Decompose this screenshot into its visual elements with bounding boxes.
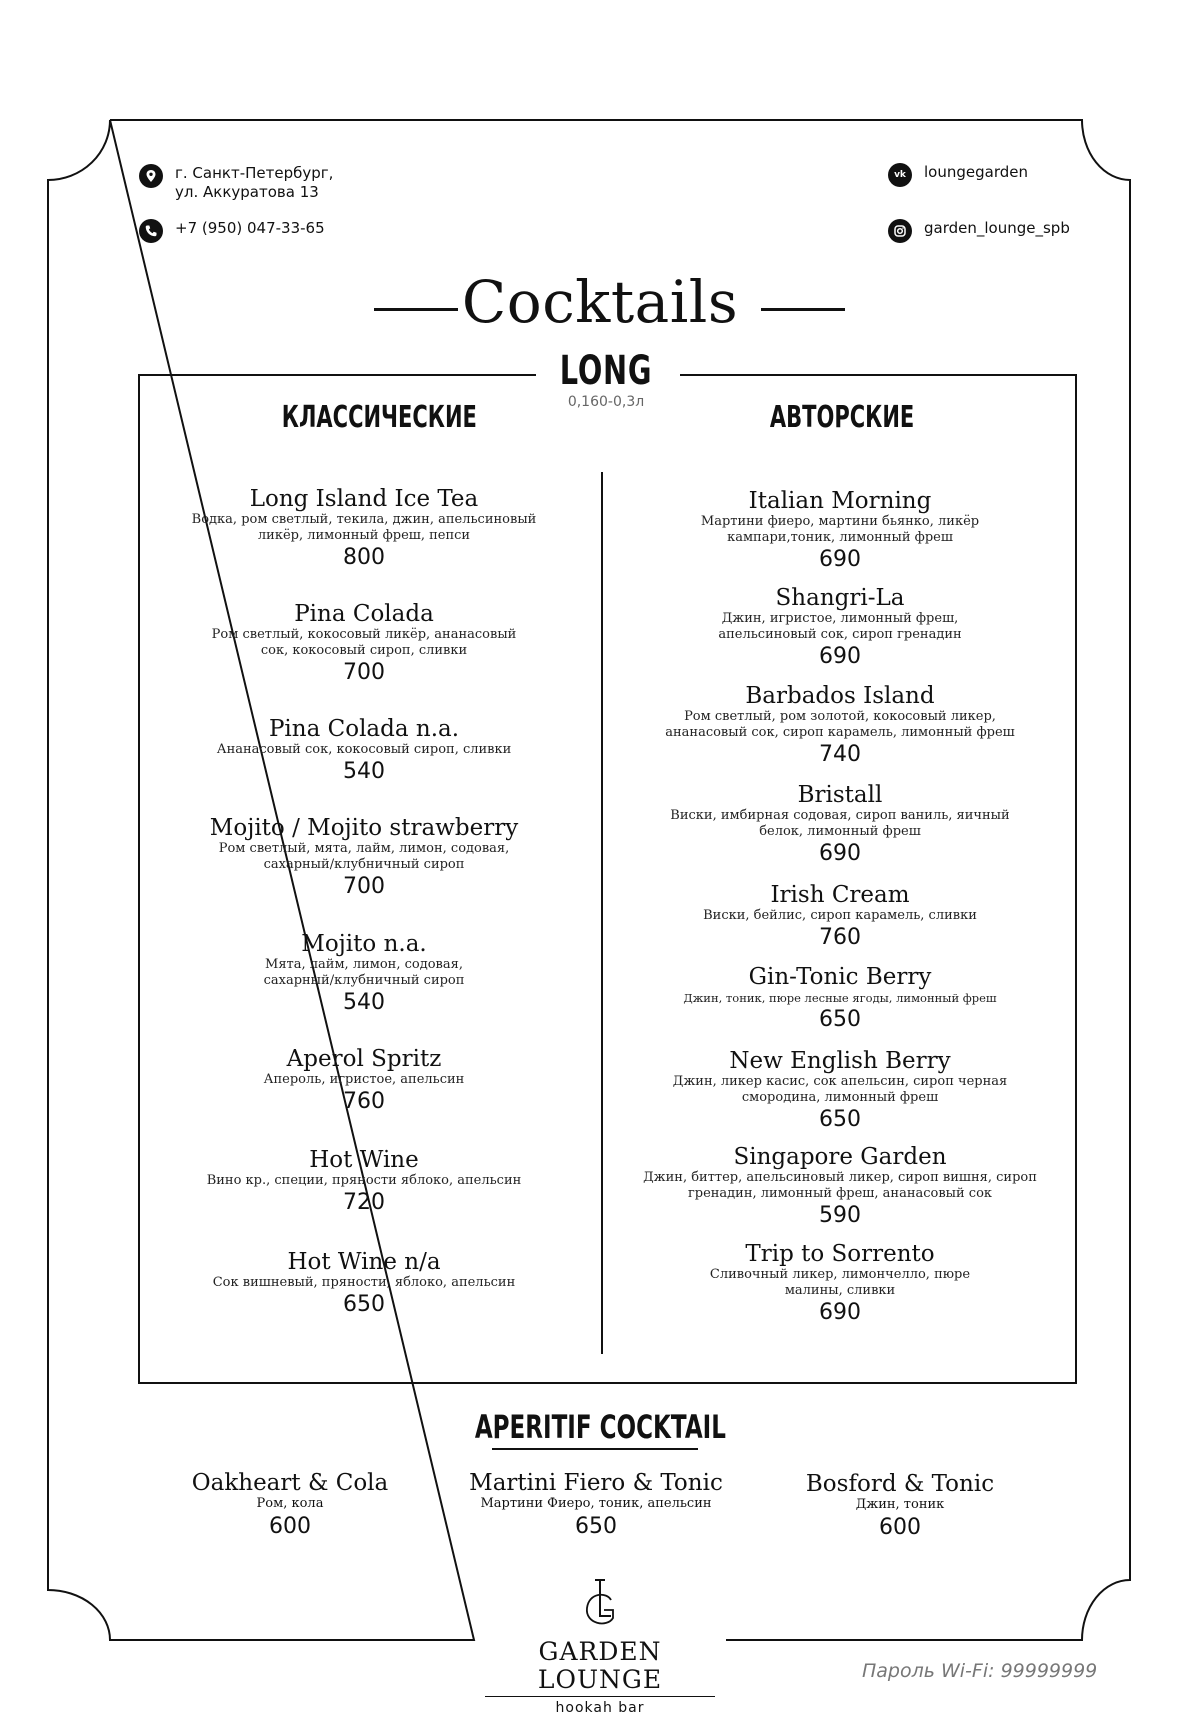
address-line-2: ул. Аккуратова 13	[175, 183, 319, 201]
instagram-link[interactable]	[888, 219, 1070, 243]
item-price: 690	[819, 1300, 861, 1325]
item-name: Pina Colada n.a.	[268, 716, 460, 742]
menu-item	[640, 683, 1040, 769]
menu-item	[640, 964, 1040, 1034]
aperitif-item	[130, 1470, 450, 1542]
item-description: ананасовый сок, сироп карамель, лимонный фреш	[665, 725, 1015, 740]
item-price: 740	[819, 742, 861, 767]
item-description: Сливочный ликер, лимончелло, пюре	[709, 1267, 971, 1282]
menu-item	[164, 815, 564, 901]
item-description: гренадин, лимонный фреш, ананасовый сок	[687, 1186, 993, 1201]
item-price: 690	[819, 644, 861, 669]
item-price: 690	[819, 841, 861, 866]
item-name: Gin-Tonic Berry	[748, 964, 932, 990]
item-description: Мартини фиеро, мартини бьянко, ликёр	[700, 514, 980, 529]
classic-heading	[240, 400, 500, 436]
item-description: Виски, бейлис, сироп карамель, сливки	[703, 908, 977, 923]
item-description: Ром светлый, кокосовый ликёр, ананасовый	[211, 627, 517, 642]
item-description: Ром, кола	[256, 1496, 324, 1511]
item-price: 650	[819, 1107, 861, 1132]
item-name: Mojito n.a.	[301, 931, 427, 957]
item-name: Mojito / Mojito strawberry	[209, 815, 519, 841]
column-divider	[601, 472, 603, 1354]
menu-item	[640, 882, 1040, 952]
vk-handle: loungegarden	[924, 163, 1028, 181]
item-name: Oakheart & Cola	[191, 1470, 389, 1496]
menu-item	[640, 1144, 1040, 1230]
item-description: Ром светлый, мята, лайм, лимон, содовая,	[218, 841, 510, 856]
item-price: 600	[879, 1515, 921, 1540]
author-heading	[712, 400, 972, 436]
item-name: Barbados Island	[745, 683, 935, 709]
lg-monogram-icon	[577, 1576, 623, 1636]
item-price: 650	[343, 1292, 385, 1317]
item-description: Джин, биттер, апельсиновый ликер, сироп вишня, сироп	[643, 1170, 1037, 1185]
brand-name: GARDEN LOUNGE	[537, 1637, 663, 1694]
item-name: Hot Wine n/a	[287, 1249, 441, 1275]
menu-item	[164, 1147, 564, 1217]
classic-heading-underline	[281, 440, 459, 442]
item-description: кампари,тоник, лимонный фреш	[727, 530, 953, 545]
title-rule-right	[761, 308, 845, 311]
item-description: Джин, ликер касис, сок апельсин, сироп черная	[672, 1074, 1008, 1089]
item-name: Bristall	[797, 782, 883, 808]
item-name: Irish Cream	[770, 882, 910, 908]
item-description: смородина, лимонный фреш	[741, 1090, 939, 1105]
phone[interactable]	[139, 219, 325, 243]
section-name: LONG	[559, 348, 653, 394]
item-description: Джин, игристое, лимонный фреш,	[721, 611, 959, 626]
menu-item	[640, 1048, 1040, 1134]
item-description: сахарный/клубничный сироп	[263, 973, 465, 988]
menu-item	[640, 488, 1040, 574]
vk-link[interactable]	[888, 163, 1028, 187]
instagram-icon	[888, 219, 912, 243]
section-heading	[536, 348, 676, 410]
author-heading-text: АВТОРСКИЕ	[769, 400, 915, 435]
item-description: ликёр, лимонный фреш, пепси	[257, 528, 471, 543]
menu-item	[164, 1249, 564, 1319]
item-description: белок, лимонный фреш	[759, 824, 921, 839]
item-description: Водка, ром светлый, текила, джин, апельсиновый	[191, 512, 537, 527]
item-name: Hot Wine	[309, 1147, 419, 1173]
item-name: Bosford & Tonic	[805, 1471, 995, 1497]
item-description: Вино кр., специи, пряности яблоко, апельсин	[206, 1173, 522, 1188]
item-name: Martini Fiero & Tonic	[469, 1470, 723, 1496]
aperitif-item	[436, 1470, 756, 1542]
menu-item	[164, 486, 564, 572]
item-price: 800	[343, 545, 385, 570]
address-line-1: г. Санкт-Петербург,	[175, 164, 334, 182]
item-price: 650	[575, 1514, 617, 1539]
classic-heading-text: КЛАССИЧЕСКИЕ	[281, 400, 477, 435]
author-heading-underline	[779, 440, 903, 442]
menu-item	[164, 931, 564, 1017]
location-pin-icon	[139, 164, 163, 188]
section-volume: 0,160-0,3л	[567, 394, 645, 410]
menu-item	[164, 1046, 564, 1116]
item-description: Джин, тоник, пюре лесные ягоды, лимонный фреш	[683, 991, 997, 1005]
phone-number: +7 (950) 047-33-65	[175, 219, 325, 237]
item-description: сахарный/клубничный сироп	[263, 857, 465, 872]
brand-subtitle: hookah bar	[555, 1700, 645, 1716]
item-description: Ром светлый, ром золотой, кокосовый ликер,	[684, 709, 996, 724]
address	[139, 164, 333, 202]
menu-item	[164, 716, 564, 786]
item-description: Апероль, игристое, апельсин	[263, 1072, 465, 1087]
item-description: сок, кокосовый сироп, сливки	[260, 643, 468, 658]
item-price: 650	[819, 1007, 861, 1032]
item-name: Trip to Sorrento	[745, 1241, 935, 1267]
instagram-handle: garden_lounge_spb	[924, 219, 1070, 237]
menu-item	[164, 601, 564, 687]
item-name: Shangri-La	[775, 585, 905, 611]
item-price: 600	[269, 1514, 311, 1539]
aperitif-heading	[0, 1408, 1200, 1446]
page-title: Cocktails	[461, 268, 739, 336]
item-description: Ананасовый сок, кокосовый сироп, сливки	[216, 742, 512, 757]
vk-icon: vk	[888, 163, 912, 187]
item-description: Мята, лайм, лимон, содовая,	[265, 957, 463, 972]
menu-item	[640, 782, 1040, 868]
brand-logo	[480, 1576, 720, 1716]
item-name: Italian Morning	[748, 488, 932, 514]
item-description: Виски, имбирная содовая, сироп ваниль, яичный	[670, 808, 1010, 823]
wifi-password: Пароль Wi-Fi: 99999999	[862, 1660, 1098, 1682]
item-price: 690	[819, 547, 861, 572]
item-description: малины, сливки	[784, 1283, 896, 1298]
item-description: апельсиновый сок, сироп гренадин	[718, 627, 962, 642]
menu-item	[640, 1241, 1040, 1327]
item-name: Singapore Garden	[733, 1144, 947, 1170]
item-price: 700	[343, 660, 385, 685]
item-description: Джин, тоник	[855, 1497, 945, 1512]
aperitif-heading-underline	[492, 1448, 698, 1450]
item-price: 700	[343, 874, 385, 899]
item-price: 760	[819, 925, 861, 950]
item-name: Aperol Spritz	[286, 1046, 442, 1072]
title-container	[0, 268, 1200, 336]
item-price: 540	[343, 759, 385, 784]
aperitif-heading-text: APERITIF COCKTAIL	[474, 1408, 726, 1446]
item-price: 720	[343, 1190, 385, 1215]
item-description: Сок вишневый, пряности, яблоко, апельсин	[212, 1275, 516, 1290]
item-name: Long Island Ice Tea	[249, 486, 479, 512]
item-name: New English Berry	[729, 1048, 951, 1074]
menu-item	[640, 585, 1040, 671]
item-description: Мартини Фиеро, тоник, апельсин	[480, 1496, 712, 1511]
item-name: Pina Colada	[294, 601, 434, 627]
aperitif-item	[740, 1471, 1060, 1543]
item-price: 760	[343, 1089, 385, 1114]
phone-icon	[139, 219, 163, 243]
item-price: 540	[343, 990, 385, 1015]
item-price: 590	[819, 1203, 861, 1228]
